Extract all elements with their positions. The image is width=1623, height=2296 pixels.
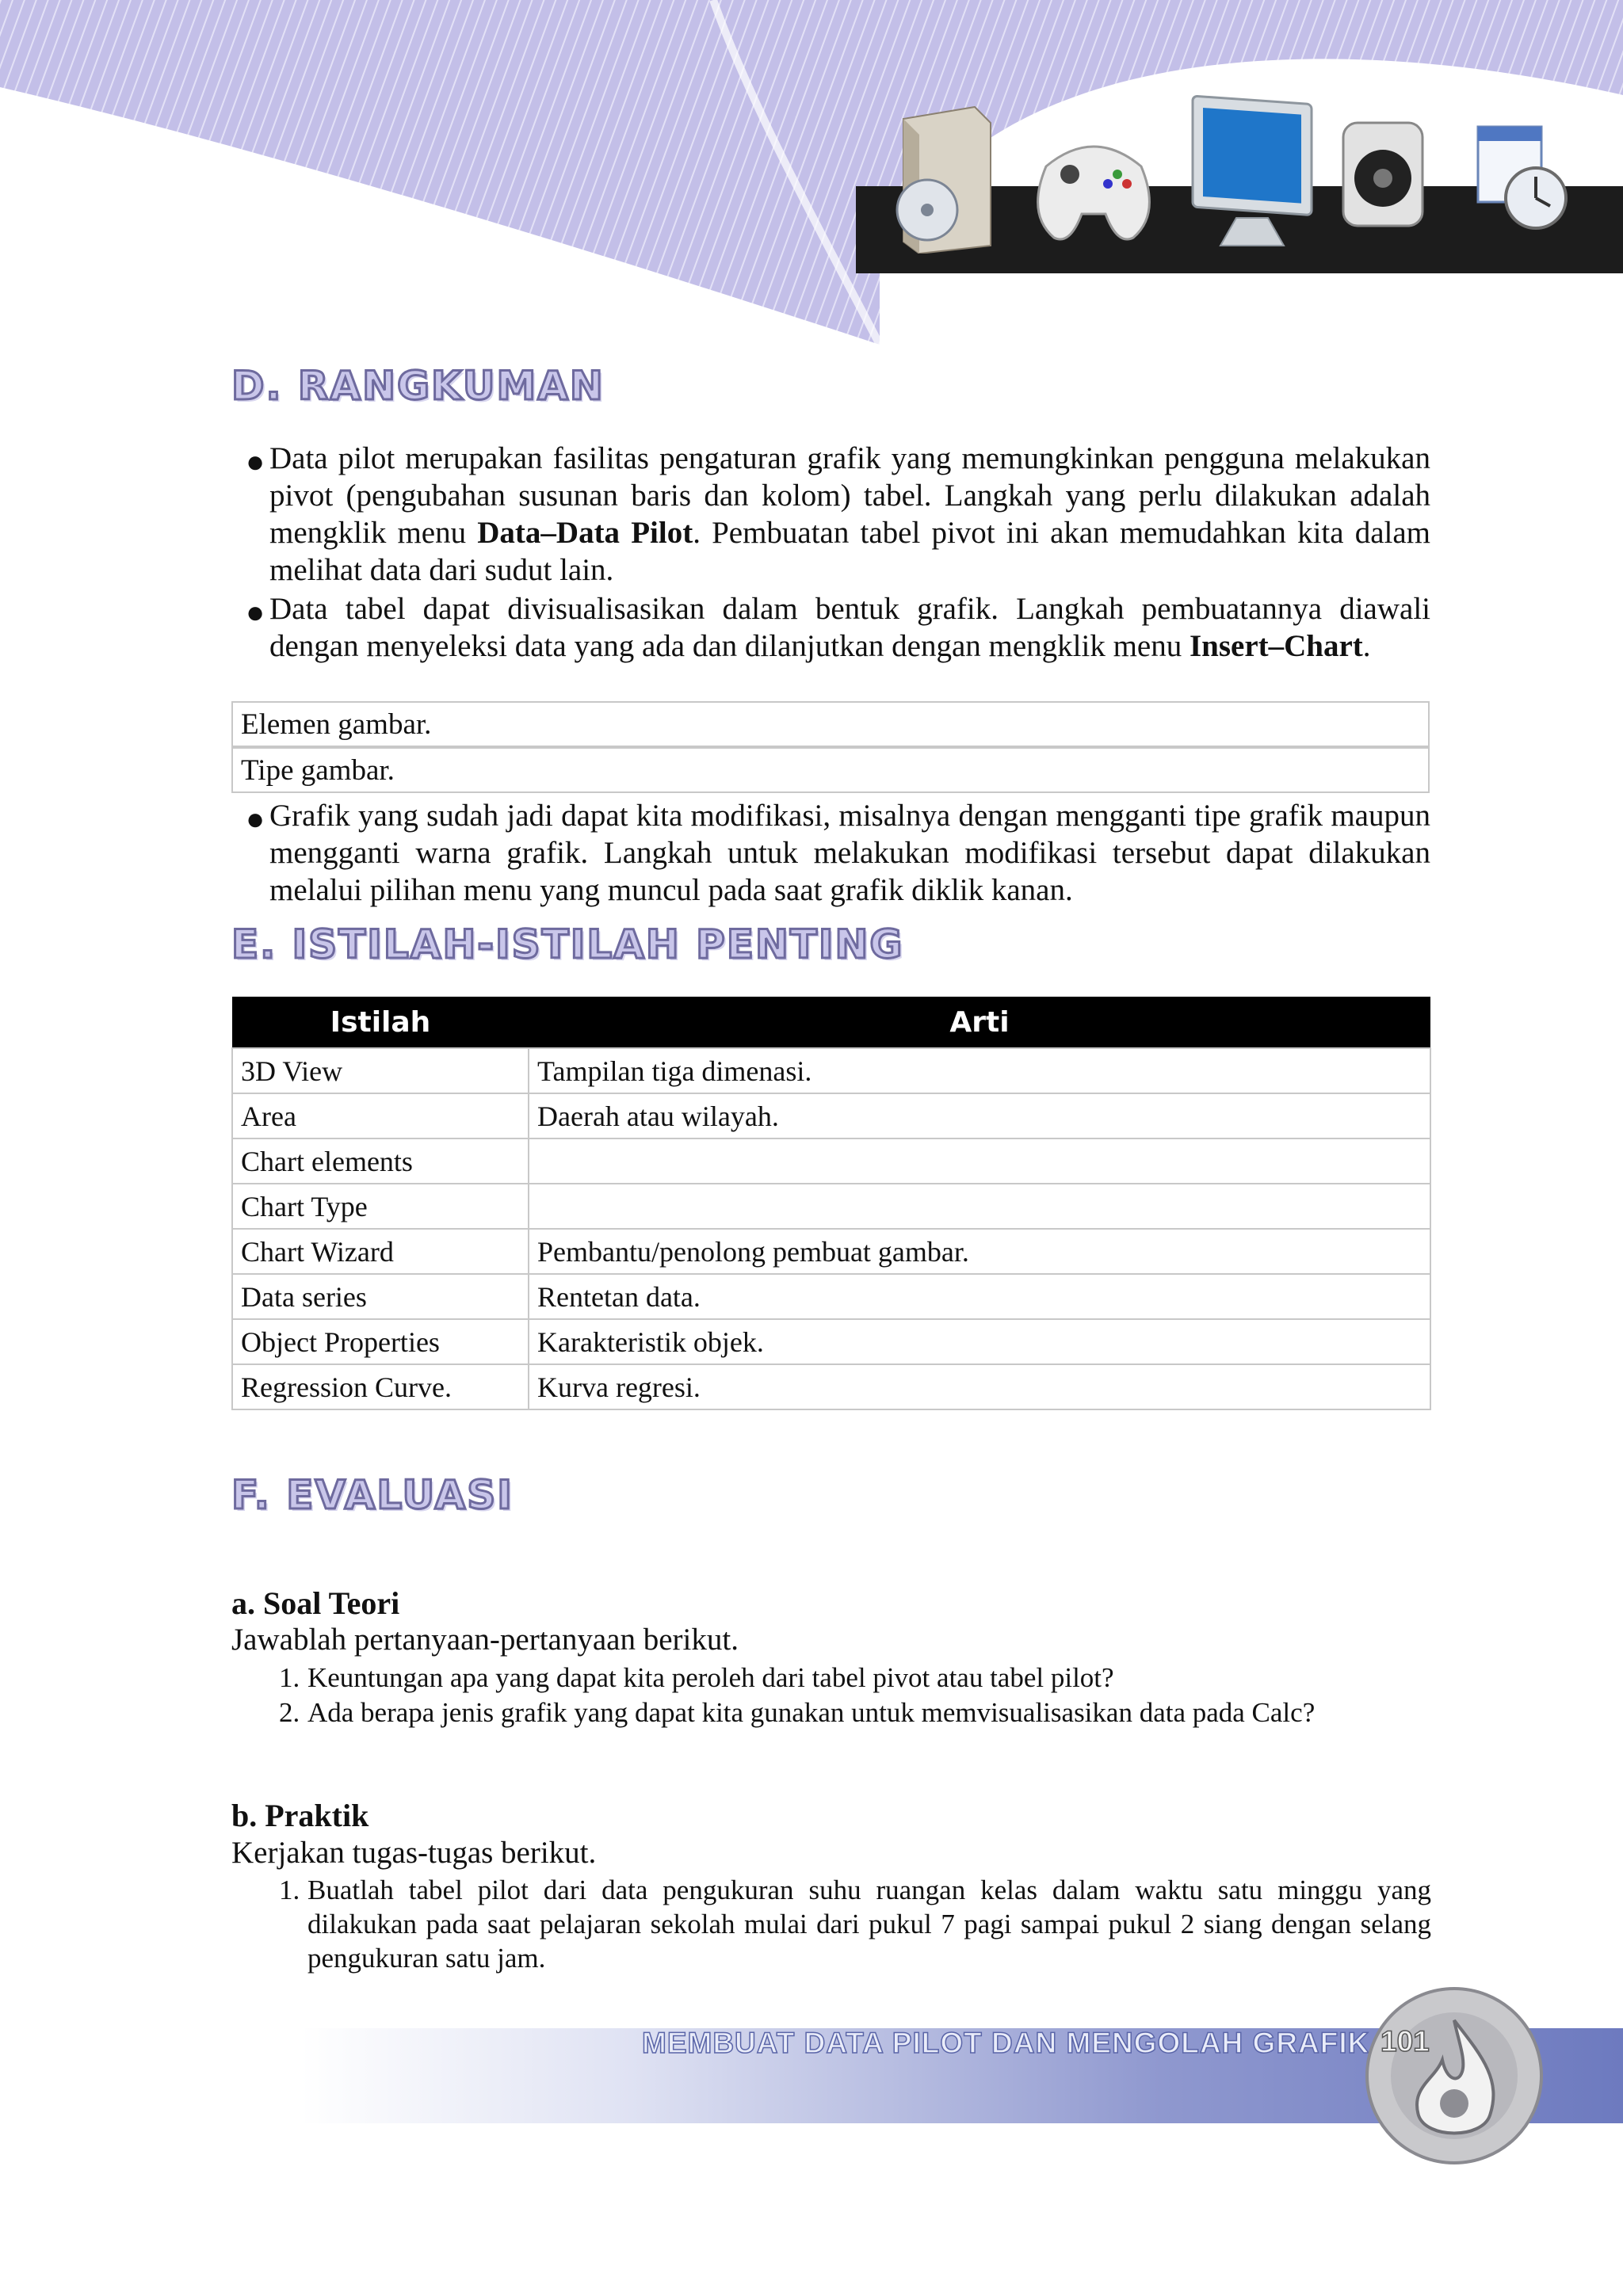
calendar-clock-icon bbox=[1474, 123, 1569, 234]
table-row bbox=[232, 1274, 1430, 1319]
meaning-cell: Karakteristik objek. bbox=[529, 1319, 1430, 1364]
meaning-cell: Daerah atau wilayah. bbox=[529, 1093, 1430, 1138]
disc-flame-icon bbox=[1363, 1985, 1545, 2167]
bullet-icon: ● bbox=[246, 801, 265, 837]
question-number: 1. bbox=[279, 1662, 300, 1693]
summary-bullet-1: ● Data pilot merupakan fasilitas pengaturan grafik yang memungkinkan pengguna melakukan pivot (pengubahan susunan baris dan kolom) tabel. Langkah yang perlu dilakukan adalah mengklik menu Data–Data Pilot. Pembuatan tabel pivot ini akan memudahkan kita dalam melihat data dari sudut lain. bbox=[246, 441, 1430, 587]
term-cell: Chart Wizard bbox=[232, 1229, 529, 1274]
heading-istilah: E. ISTILAH-ISTILAH PENTING bbox=[231, 921, 904, 967]
box-row-tipe-gambar: Tipe gambar. bbox=[231, 747, 1430, 793]
game-controller-icon bbox=[1030, 119, 1157, 246]
meaning-cell: Rentetan data. bbox=[529, 1274, 1430, 1319]
praktik-instruction: Kerjakan tugas-tugas berikut. bbox=[231, 1836, 597, 1870]
meaning-cell: Pembantu/penolong pembuat gambar. bbox=[529, 1229, 1430, 1274]
monitor-icon bbox=[1181, 87, 1316, 254]
meaning-cell bbox=[529, 1184, 1430, 1229]
term-cell: Chart Type bbox=[232, 1184, 529, 1229]
teori-question-2: 2. Ada berapa jenis grafik yang dapat kita gunakan untuk memvisualisasikan data pada Calc? bbox=[279, 1697, 1316, 1728]
box-row-elemen-gambar: Elemen gambar. bbox=[231, 701, 1430, 747]
praktik-task-1: 1. Buatlah tabel pilot dari data pengukuran suhu ruangan kelas dalam waktu satu minggu yang dilakukan pada saat pelajaran sekolah mulai dari pukul 7 pagi sampai pukul 2 siang dengan selang pengukuran satu jam. bbox=[279, 1875, 1431, 1974]
meaning-cell: Kurva regresi. bbox=[529, 1364, 1430, 1409]
table-row bbox=[232, 1048, 1430, 1093]
menu-name-data-pilot: Data–Data Pilot bbox=[477, 516, 693, 550]
task-number: 1. bbox=[279, 1875, 300, 1905]
question-number: 2. bbox=[279, 1697, 300, 1728]
footer-chapter-title: MEMBUAT DATA PILOT DAN MENGOLAH GRAFIK bbox=[642, 2027, 1370, 2059]
bullet-icon: ● bbox=[246, 594, 265, 630]
teori-question-1: 1. Keuntungan apa yang dapat kita peroleh dari tabel pivot atau tabel pilot? bbox=[279, 1662, 1114, 1693]
heading-evaluasi: F. EVALUASI bbox=[231, 1472, 514, 1518]
menu-name-insert-chart: Insert–Chart bbox=[1189, 629, 1363, 663]
teori-instruction: Jawablah pertanyaan-pertanyaan berikut. bbox=[231, 1623, 739, 1657]
meaning-cell bbox=[529, 1138, 1430, 1184]
table-row bbox=[232, 1093, 1430, 1138]
table-row bbox=[232, 1138, 1430, 1184]
heading-rangkuman: D. RANGKUMAN bbox=[231, 363, 605, 409]
term-cell: Data series bbox=[232, 1274, 529, 1319]
software-box-icon bbox=[880, 103, 999, 254]
table-header-row bbox=[232, 997, 1430, 1048]
term-cell: 3D View bbox=[232, 1048, 529, 1093]
column-header-istilah: Istilah bbox=[232, 997, 529, 1048]
table-row bbox=[232, 1364, 1430, 1409]
bullet-icon: ● bbox=[246, 444, 265, 479]
meaning-cell: Tampilan tiga dimenasi. bbox=[529, 1048, 1430, 1093]
term-cell: Chart elements bbox=[232, 1138, 529, 1184]
table-row bbox=[232, 1184, 1430, 1229]
term-cell: Area bbox=[232, 1093, 529, 1138]
subheading-soal-teori: a. Soal Teori bbox=[231, 1585, 400, 1621]
summary-bullet-3: ● Grafik yang sudah jadi dapat kita modifikasi, misalnya dengan mengganti tipe grafik maupun mengganti warna grafik. Langkah untuk melakukan modifikasi tersebut dapat dilakukan melalui pilihan menu yang muncul pada saat grafik diklik kanan. bbox=[246, 799, 1430, 907]
summary-bullet-2: ● Data tabel dapat divisualisasikan dalam bentuk grafik. Langkah pembuatannya diawali dengan menyeleksi data yang ada dan dilanjutkan dengan mengklik menu Insert–Chart. bbox=[246, 592, 1430, 663]
terms-table bbox=[231, 997, 1431, 1410]
subheading-praktik: b. Praktik bbox=[231, 1798, 369, 1833]
term-cell: Regression Curve. bbox=[232, 1364, 529, 1409]
speaker-icon bbox=[1339, 119, 1426, 230]
table-row bbox=[232, 1319, 1430, 1364]
column-header-arti: Arti bbox=[529, 997, 1430, 1048]
table-row bbox=[232, 1229, 1430, 1274]
term-cell: Object Properties bbox=[232, 1319, 529, 1364]
page-number: 101 bbox=[1381, 2025, 1430, 2058]
